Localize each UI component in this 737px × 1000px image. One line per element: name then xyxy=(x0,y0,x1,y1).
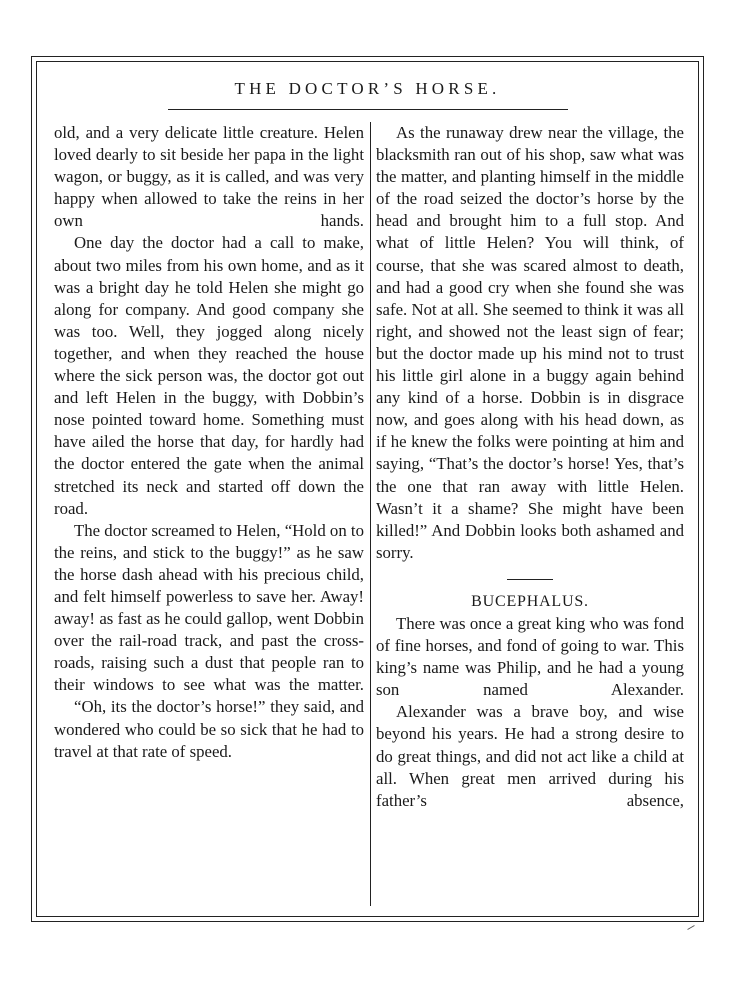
right-column xyxy=(376,122,684,812)
paragraph: old, and a very delicate little creature. Helen loved dearly to sit beside her papa in the light wagon, or buggy, as it is called, and was very happy when allowed to take the reins in her own hands. xyxy=(54,123,364,231)
title-rule xyxy=(168,109,568,110)
column-divider xyxy=(370,122,371,906)
page-title: THE DOCTOR’S HORSE. xyxy=(234,79,501,98)
paragraph: One day the doctor had a call to make, about two miles from his own home, and as it was a bright day he told Helen she might go along for company. And good company she was too. Well, they jogged along nicely together, and when they reached the house where the sick person was, the doctor got out and left Helen in the buggy, with Dobbin’s nose pointed toward home. Something must have ailed the horse that day, for hardly had the doctor entered the gate when the animal stretched its neck and started off down the road. xyxy=(54,233,364,518)
left-column xyxy=(54,122,364,763)
paragraph: As the runaway drew near the village, the blacksmith ran out of his shop, saw what was the matter, and planting himself in the middle of the road seized the doctor’s horse by the head and brought him to a full stop. And what of little Helen? You will think, of course, that she was scared almost to death, and had a good cry when she found she was safe. Not at all. She seemed to think it was all right, and showed not the least sign of fear; but the doctor made up his mind not to trust his little girl alone in a buggy again behind any kind of a horse. Dobbin is in disgrace now, and goes along with his head down, as if he knew the folks were pointing at him and saying, “That’s the doctor’s horse! Yes, that’s the one that ran away with little Helen. Wasn’t it a shame? She might have been killed!” And Dobbin looks both ashamed and sorry. xyxy=(376,123,684,562)
paragraph: There was once a great king who was fond of fine horses, and fond of going to war. This king’s name was Philip, and he had a young son named Alexander. xyxy=(376,613,684,700)
corner-mark xyxy=(687,925,694,930)
section-heading: BUCEPHALUS. xyxy=(471,592,589,610)
paragraph: Alexander was a brave boy, and wise beyond his years. He had a strong desire to do great things, and did not act like a child at all. When great men arrived during his father’s absence, xyxy=(376,702,684,810)
paragraph: “Oh, its the doctor’s horse!” they said, and wondered who could be so sick that he had to travel at that rate of speed. xyxy=(54,697,364,761)
paragraph: The doctor screamed to Helen, “Hold on to the reins, and stick to the buggy!” as he saw the horse dash ahead with his precious child, and felt himself powerless to save her. Away! away! as fast as he could gallop, went Dobbin over the rail-road track, and past the cross-roads, raising such a dust that people ran to their windows to see what was the matter. xyxy=(54,520,364,695)
section-rule xyxy=(507,579,553,580)
